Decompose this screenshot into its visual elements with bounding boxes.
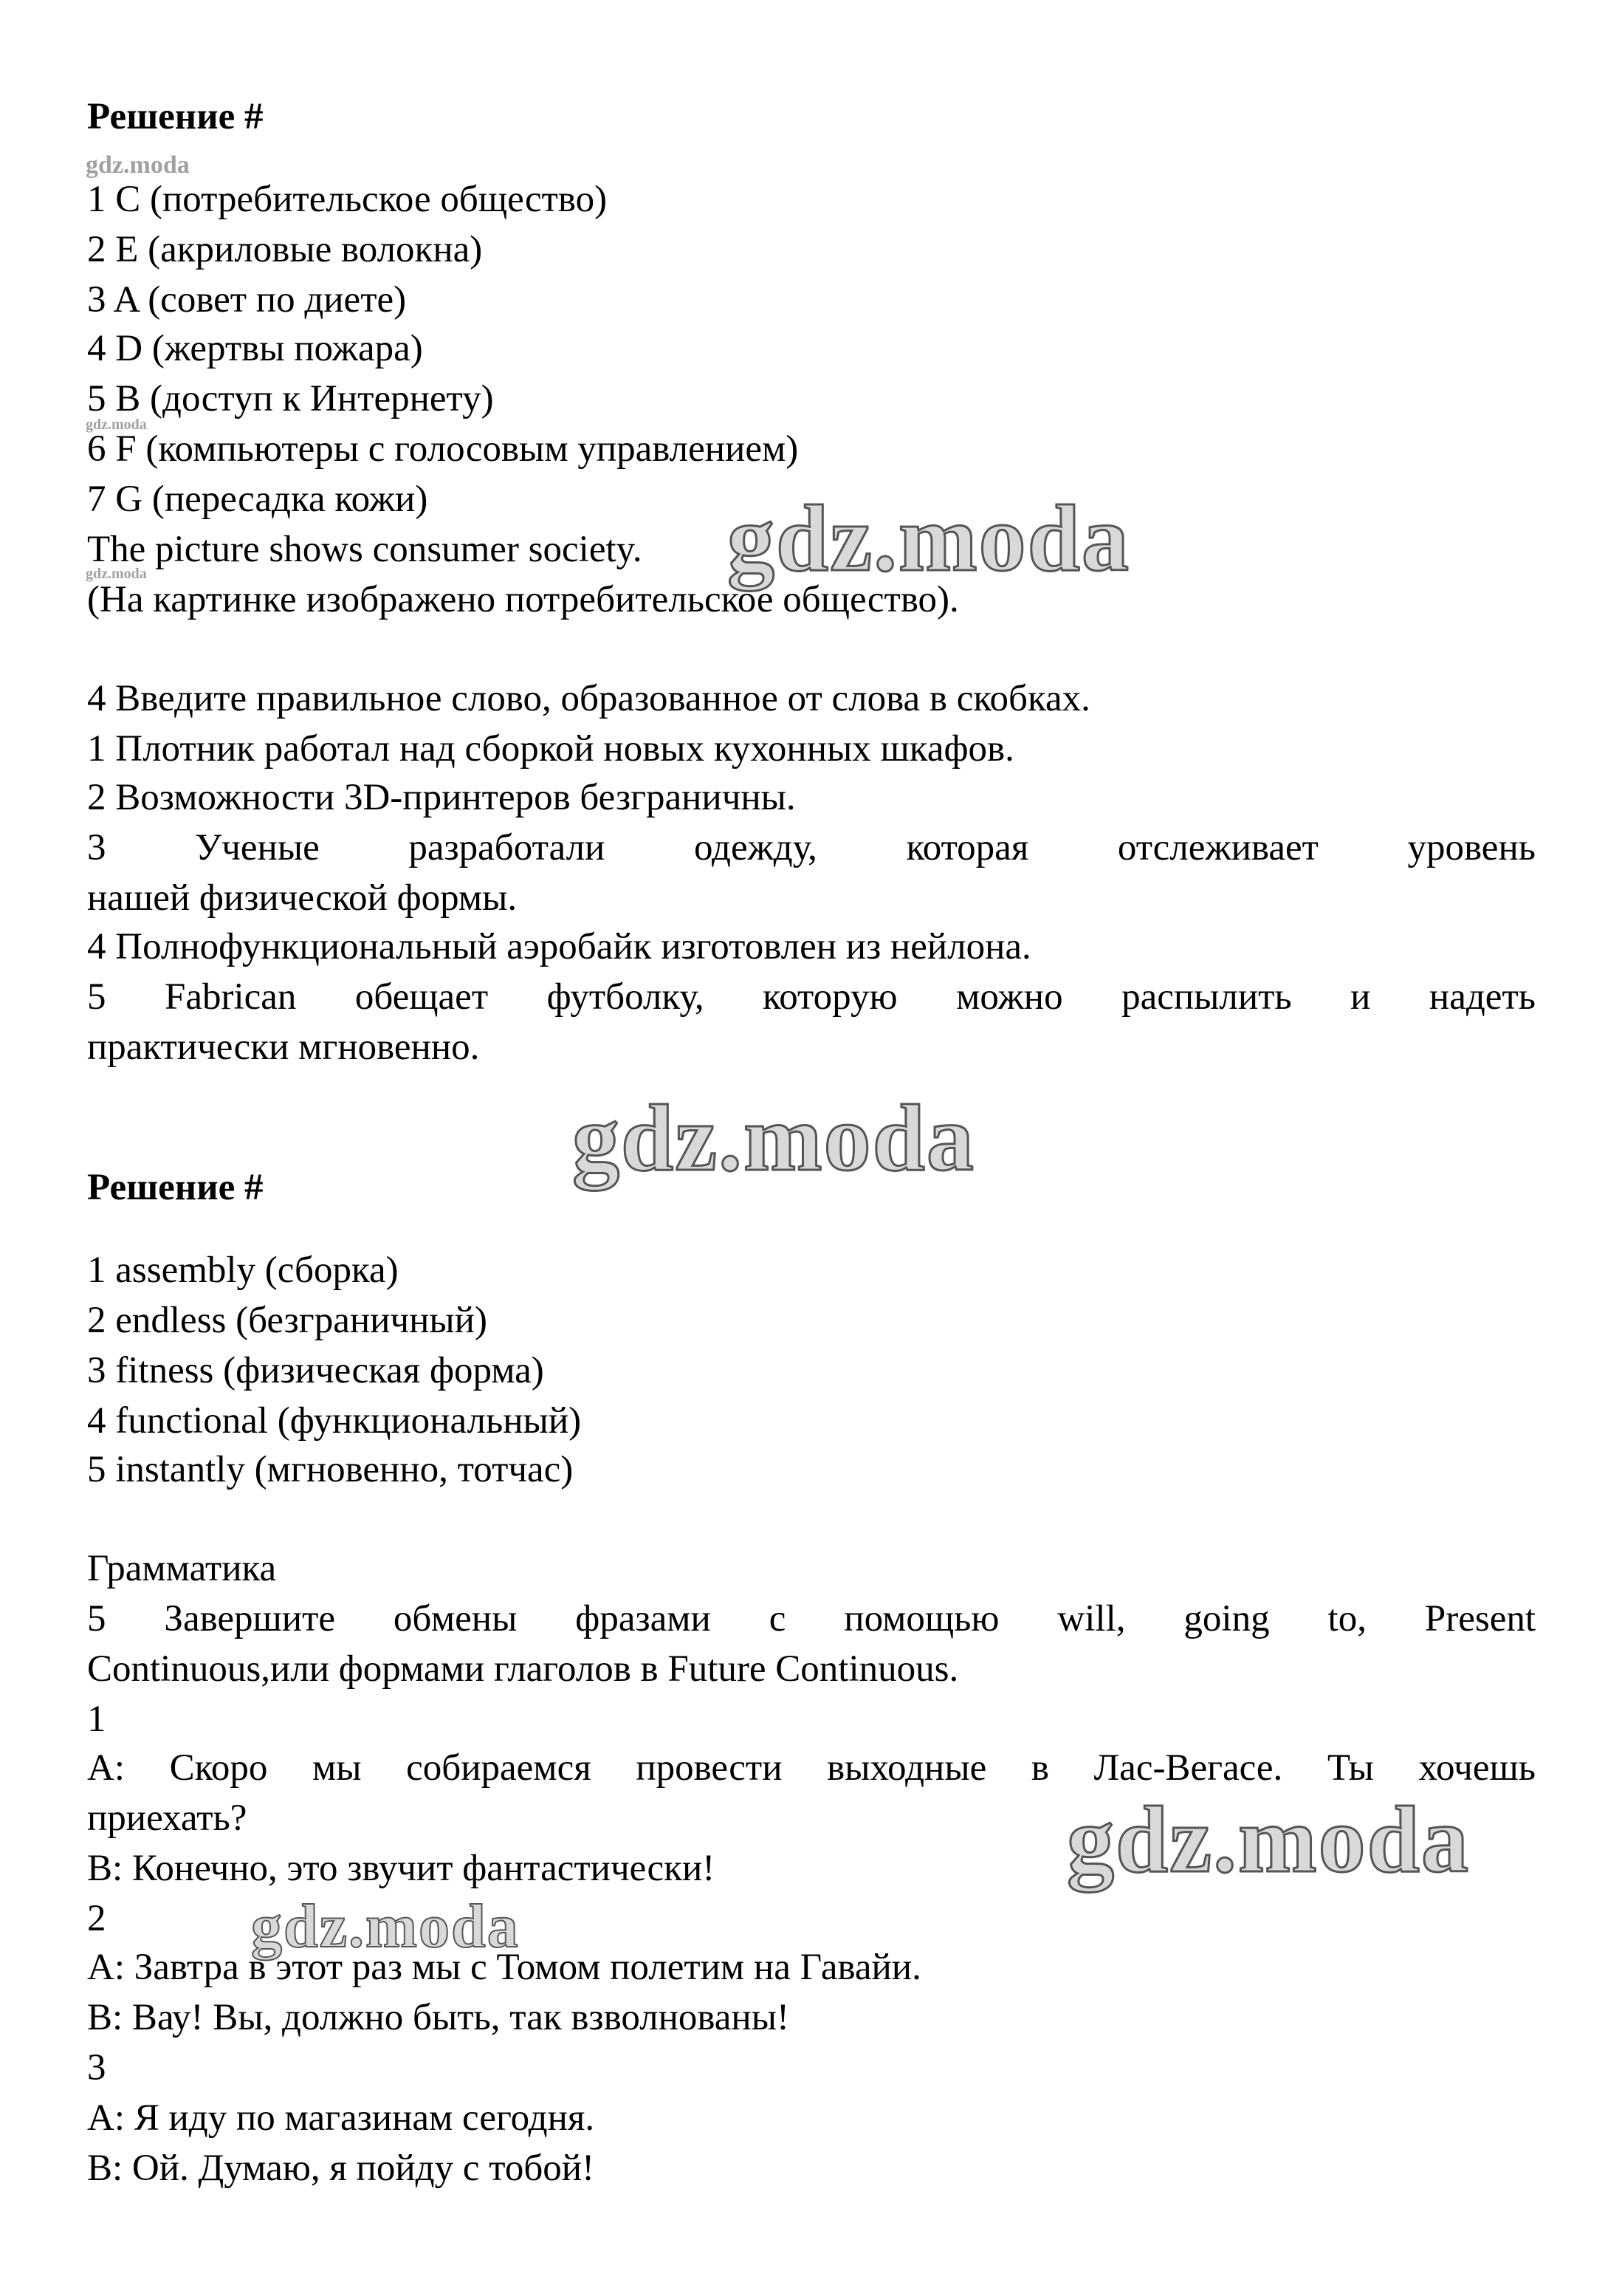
exercise-title: 4 Введите правильное слово, образованное от слова в скобках. <box>87 678 1090 719</box>
dialogue-line: B: Конечно, это звучит фантастически! <box>87 1848 715 1889</box>
dialogue-line: B: Ой. Думаю, я пойду с тобой! <box>87 2148 595 2189</box>
dialogue-number: 2 <box>87 1898 106 1939</box>
answer-line: 3 fitness (физическая форма) <box>87 1350 544 1391</box>
watermark-tiny: gdz.moda <box>86 566 147 582</box>
picture-caption-ru: (На картинке изображено потребительское общество). <box>87 579 959 620</box>
answer-line: 5 B (доступ к Интернету) <box>87 378 494 419</box>
exercise-item: 5 Fabrican обещает футболку, которую можно распылить и надеть <box>87 976 1536 1018</box>
answer-line: 1 C (потребительское общество) <box>87 179 608 220</box>
watermark-small: gdz.moda <box>86 151 190 179</box>
answer-line: 2 endless (безграничный) <box>87 1300 487 1341</box>
exercise-item: 2 Возможности 3D-принтеров безграничны. <box>87 777 796 818</box>
grammar-task: Continuous,или формами глаголов в Future Continuous. <box>87 1648 959 1690</box>
answer-line: 7 G (пересадка кожи) <box>87 479 428 520</box>
answer-line: 2 E (акриловые волокна) <box>87 229 483 270</box>
watermark-large: gdz.moda <box>572 1086 975 1190</box>
answer-line: 4 functional (функциональный) <box>87 1400 582 1442</box>
grammar-title: Грамматика <box>87 1548 277 1589</box>
answer-line: 4 D (жертвы пожара) <box>87 328 423 369</box>
answer-line: 5 instantly (мгновенно, тотчас) <box>87 1449 574 1490</box>
solution-heading: Решение # <box>87 1167 264 1208</box>
dialogue-line: B: Вау! Вы, должно быть, так взволнованы! <box>87 1997 789 2038</box>
solution-heading: Решение # <box>87 96 264 137</box>
answer-line: 6 F (компьютеры с голосовым управлением) <box>87 428 799 470</box>
dialogue-line: приехать? <box>87 1798 247 1839</box>
exercise-item: нашей физической формы. <box>87 877 518 919</box>
dialogue-number: 1 <box>87 1699 106 1740</box>
watermark-large: gdz.moda <box>1067 1787 1470 1892</box>
dialogue-line: A: Скоро мы собираемся провести выходные в Лас-Вегасе. Ты хочешь <box>87 1747 1536 1789</box>
exercise-item: 4 Полнофункциональный аэробайк изготовлен из нейлона. <box>87 926 1031 967</box>
watermark-medium: gdz.moda <box>251 1892 520 1961</box>
dialogue-line: A: Завтра в этот раз мы с Томом полетим на Гавайи. <box>87 1947 921 1988</box>
dialogue-line: A: Я иду по магазинам сегодня. <box>87 2097 595 2139</box>
dialogue-number: 3 <box>87 2047 106 2088</box>
exercise-item: практически мгновенно. <box>87 1027 480 1068</box>
watermark-tiny: gdz.moda <box>86 417 147 433</box>
exercise-item: 1 Плотник работал над сборкой новых кухонных шкафов. <box>87 728 1014 770</box>
picture-caption-en: The picture shows consumer society. <box>87 529 642 570</box>
grammar-task: 5 Завершите обмены фразами с помощью will, going to, Present <box>87 1598 1536 1639</box>
answer-line: 1 assembly (сборка) <box>87 1250 399 1291</box>
exercise-item: 3 Ученые разработали одежду, которая отслеживает уровень <box>87 827 1536 868</box>
answer-line: 3 A (совет по диете) <box>87 279 407 321</box>
watermark-large: gdz.moda <box>727 486 1130 591</box>
